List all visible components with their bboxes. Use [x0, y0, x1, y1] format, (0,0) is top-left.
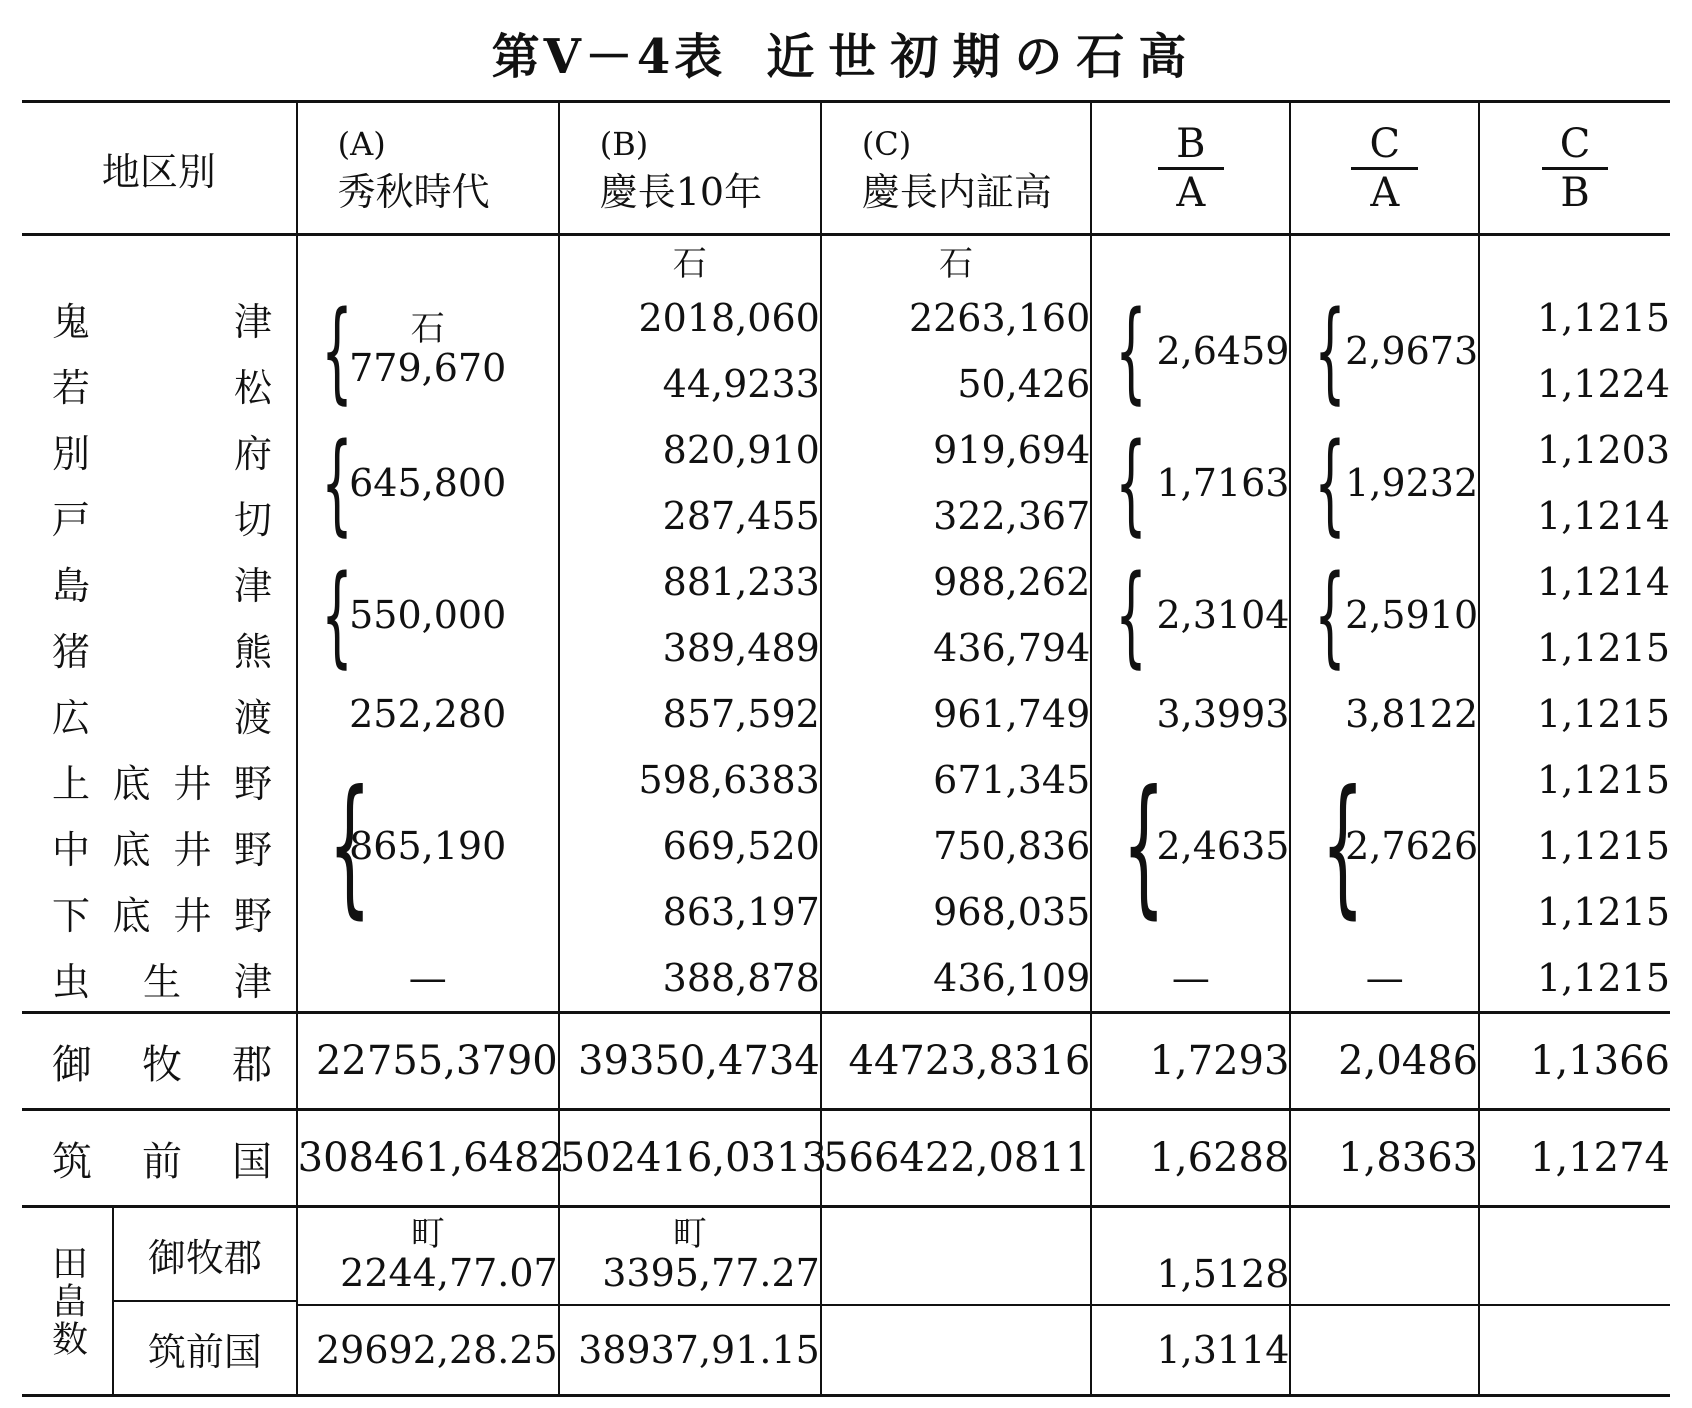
header-b-label: 慶長10年 — [599, 170, 763, 214]
region-char: 虫 — [52, 959, 91, 1004]
region-char: 熊 — [233, 629, 272, 674]
brace-icon: { — [320, 419, 353, 547]
unit-cho-b: 町 — [672, 1214, 707, 1254]
unit-koku-a: 石 — [410, 309, 445, 349]
value-cb: 1,1214 — [1479, 483, 1670, 549]
header-c-label: 慶長内証高 — [861, 170, 1052, 214]
region-char: 鬼 — [52, 299, 91, 344]
region-char: 野 — [233, 827, 272, 872]
value-c: 436,794 — [821, 615, 1091, 681]
value-cb: 1,1203 — [1479, 417, 1670, 483]
value-ba: 1,3114 — [1091, 1305, 1290, 1396]
value-ba: 3,3993 — [1091, 681, 1290, 747]
group-ca-value: 2,9673 — [1345, 329, 1479, 373]
ratio-cb-num: C — [1542, 121, 1609, 170]
brace-icon: { — [1314, 287, 1347, 415]
group-ca-value: 2,7626 — [1345, 824, 1479, 868]
value-c: 566422,0811 — [821, 1110, 1091, 1207]
paddy-name: 御牧郡 — [114, 1208, 296, 1302]
value-b: 502416,0313 — [559, 1110, 821, 1207]
group-ca-cell — [1290, 285, 1479, 417]
ratio-ca-num: C — [1351, 121, 1418, 170]
table-row — [22, 285, 1670, 351]
value-ca: 3,8122 — [1290, 681, 1479, 747]
brace-icon: { — [1314, 419, 1347, 547]
header-ratio-ba — [1091, 102, 1290, 235]
summary-row: 筑 前 国 308461,6482 502416,0313 566422,0811 1,6288 1,8363 1,1274 — [22, 1110, 1670, 1207]
group-ba-value: 2,3104 — [1156, 593, 1290, 637]
value-ca: 1,8363 — [1290, 1110, 1479, 1207]
table-caption: 近世初期の石高 — [766, 29, 1201, 85]
value-b: 389,489 — [559, 615, 821, 681]
value-c: 750,836 — [821, 813, 1091, 879]
group-ba-cell — [1091, 417, 1290, 549]
brace-icon: { — [1115, 551, 1148, 679]
group-ba-value: 2,6459 — [1156, 329, 1290, 373]
value-a: 2244,77.07 — [340, 1251, 558, 1295]
ratio-ba-num: B — [1158, 121, 1223, 170]
value-a: 308461,6482 — [297, 1110, 559, 1207]
brace-icon: { — [1321, 759, 1365, 933]
ratio-ca-den: A — [1370, 169, 1400, 216]
value-ba: 1,5128 — [1091, 1207, 1290, 1306]
value-b: 287,455 — [559, 483, 821, 549]
group-ca-value: 2,5910 — [1345, 593, 1479, 637]
region-char: 津 — [233, 563, 272, 608]
value-b: 44,9233 — [559, 351, 821, 417]
value-b: 39350,4734 — [559, 1013, 821, 1110]
brace-icon: { — [320, 551, 353, 679]
value-c: 671,345 — [821, 747, 1091, 813]
header-region: 地区別 — [22, 102, 297, 235]
paddy-row — [22, 1207, 1670, 1306]
value-c: 961,749 — [821, 681, 1091, 747]
value-ca: — — [1290, 945, 1479, 1013]
region-char: 切 — [233, 497, 272, 542]
region-char: 戸 — [52, 497, 91, 542]
value-c: 50,426 — [821, 351, 1091, 417]
koku-table — [22, 100, 1670, 1397]
header-ratio-ca — [1290, 102, 1479, 235]
region-char: 底 — [112, 827, 151, 872]
summary-row: 御 牧 郡 22755,3790 39350,4734 44723,8316 1,7293 2,0486 1,1366 — [22, 1013, 1670, 1110]
header-col-b — [559, 102, 821, 235]
value-a: 29692,28.25 — [297, 1305, 559, 1396]
table-row — [22, 747, 1670, 813]
value-b: 3395,77.27 — [602, 1251, 820, 1295]
region-char: 井 — [173, 893, 212, 938]
region-char: 広 — [52, 695, 91, 740]
value-c: 44723,8316 — [821, 1013, 1091, 1110]
group-a-cell — [297, 549, 559, 681]
region-char: 猪 — [52, 629, 91, 674]
value-c: 436,109 — [821, 945, 1091, 1013]
region-char: 松 — [233, 365, 272, 410]
region-char: 津 — [233, 299, 272, 344]
unit-row — [22, 235, 1670, 286]
group-ca-cell — [1290, 549, 1479, 681]
region-char: 野 — [233, 893, 272, 938]
brace-icon: { — [1314, 551, 1347, 679]
region-char: 中 — [52, 827, 91, 872]
header-a-tag: (A) — [337, 125, 386, 163]
value-b: 863,197 — [559, 879, 821, 945]
value-b: 2018,060 — [559, 285, 821, 351]
table-row — [22, 945, 1670, 1013]
value-cb: 1,1214 — [1479, 549, 1670, 615]
group-a-value: 550,000 — [349, 593, 507, 637]
value-b: 38937,91.15 — [559, 1305, 821, 1396]
value-c: 968,035 — [821, 879, 1091, 945]
group-a-cell — [297, 417, 559, 549]
value-b: 820,910 — [559, 417, 821, 483]
brace-icon: { — [327, 759, 371, 933]
value-cb: 1,1215 — [1479, 681, 1670, 747]
value-c: 988,262 — [821, 549, 1091, 615]
group-ba-value: 1,7163 — [1156, 461, 1290, 505]
group-ca-value: 1,9232 — [1345, 461, 1479, 505]
table-row — [22, 549, 1670, 615]
paddy-label-cell — [22, 1207, 297, 1396]
region-char: 府 — [233, 431, 272, 476]
value-c: 919,694 — [821, 417, 1091, 483]
region-char: 井 — [173, 827, 212, 872]
header-col-c — [821, 102, 1091, 235]
group-a-value: 865,190 — [349, 824, 507, 868]
brace-icon: { — [1122, 759, 1166, 933]
unit-koku-b: 石 — [559, 235, 821, 286]
paddy-label: 田畠数 — [46, 1244, 88, 1358]
value-cb: 1,1215 — [1479, 945, 1670, 1013]
value-ba: 1,6288 — [1091, 1110, 1290, 1207]
value-b: 881,233 — [559, 549, 821, 615]
unit-koku-c: 石 — [821, 235, 1091, 286]
value-cb: 1,1274 — [1479, 1110, 1670, 1207]
group-ba-cell — [1091, 285, 1290, 417]
value-cb: 1,1366 — [1479, 1013, 1670, 1110]
value-a: — — [297, 945, 559, 1013]
value-cb: 1,1215 — [1479, 813, 1670, 879]
header-row — [22, 102, 1670, 235]
value-c: 2263,160 — [821, 285, 1091, 351]
group-ba-value: 2,4635 — [1156, 824, 1290, 868]
ratio-cb-den: B — [1560, 169, 1590, 216]
table-number: 第V－4表 — [491, 29, 727, 85]
brace-icon: { — [1115, 287, 1148, 415]
region-char: 底 — [112, 893, 151, 938]
paddy-name: 筑前国 — [147, 1329, 262, 1374]
header-b-tag: (B) — [599, 125, 649, 163]
region-char: 底 — [112, 761, 151, 806]
group-a-cell — [297, 747, 559, 945]
group-ba-cell — [1091, 549, 1290, 681]
value-ba: 1,7293 — [1091, 1013, 1290, 1110]
value-ca: 2,0486 — [1290, 1013, 1479, 1110]
value-cb: 1,1224 — [1479, 351, 1670, 417]
header-c-tag: (C) — [861, 125, 912, 163]
region-char: 下 — [52, 893, 91, 938]
group-a-value: 779,670 — [349, 346, 507, 390]
value-b: 598,6383 — [559, 747, 821, 813]
table-row — [22, 417, 1670, 483]
group-ba-cell — [1091, 747, 1290, 945]
region-char: 生 — [142, 959, 181, 1004]
region-char: 津 — [233, 959, 272, 1004]
region-char: 渡 — [233, 695, 272, 740]
value-a: 22755,3790 — [297, 1013, 559, 1110]
value-c: 322,367 — [821, 483, 1091, 549]
value-b: 669,520 — [559, 813, 821, 879]
group-a-value: 645,800 — [349, 461, 507, 505]
region-char: 野 — [233, 761, 272, 806]
table-title — [0, 18, 1692, 87]
ratio-ba-den: A — [1176, 169, 1206, 216]
region-char: 井 — [173, 761, 212, 806]
value-cb: 1,1215 — [1479, 615, 1670, 681]
value-a: 252,280 — [297, 681, 559, 747]
region-char: 島 — [52, 563, 91, 608]
group-ca-cell — [1290, 417, 1479, 549]
value-cb: 1,1215 — [1479, 879, 1670, 945]
header-col-a — [297, 102, 559, 235]
region-char: 若 — [52, 365, 91, 410]
brace-icon: { — [320, 287, 353, 415]
region-char: 別 — [52, 431, 91, 476]
header-a-label: 秀秋時代 — [337, 170, 490, 214]
value-cb: 1,1215 — [1479, 285, 1670, 351]
value-ba: — — [1091, 945, 1290, 1013]
region-char: 上 — [52, 761, 91, 806]
value-cb: 1,1215 — [1479, 747, 1670, 813]
group-a-cell — [297, 285, 559, 417]
value-b: 388,878 — [559, 945, 821, 1013]
unit-cho-a: 町 — [410, 1214, 445, 1254]
value-b: 857,592 — [559, 681, 821, 747]
group-ca-cell — [1290, 747, 1479, 945]
brace-icon: { — [1115, 419, 1148, 547]
header-ratio-cb — [1479, 102, 1670, 235]
table-row — [22, 681, 1670, 747]
